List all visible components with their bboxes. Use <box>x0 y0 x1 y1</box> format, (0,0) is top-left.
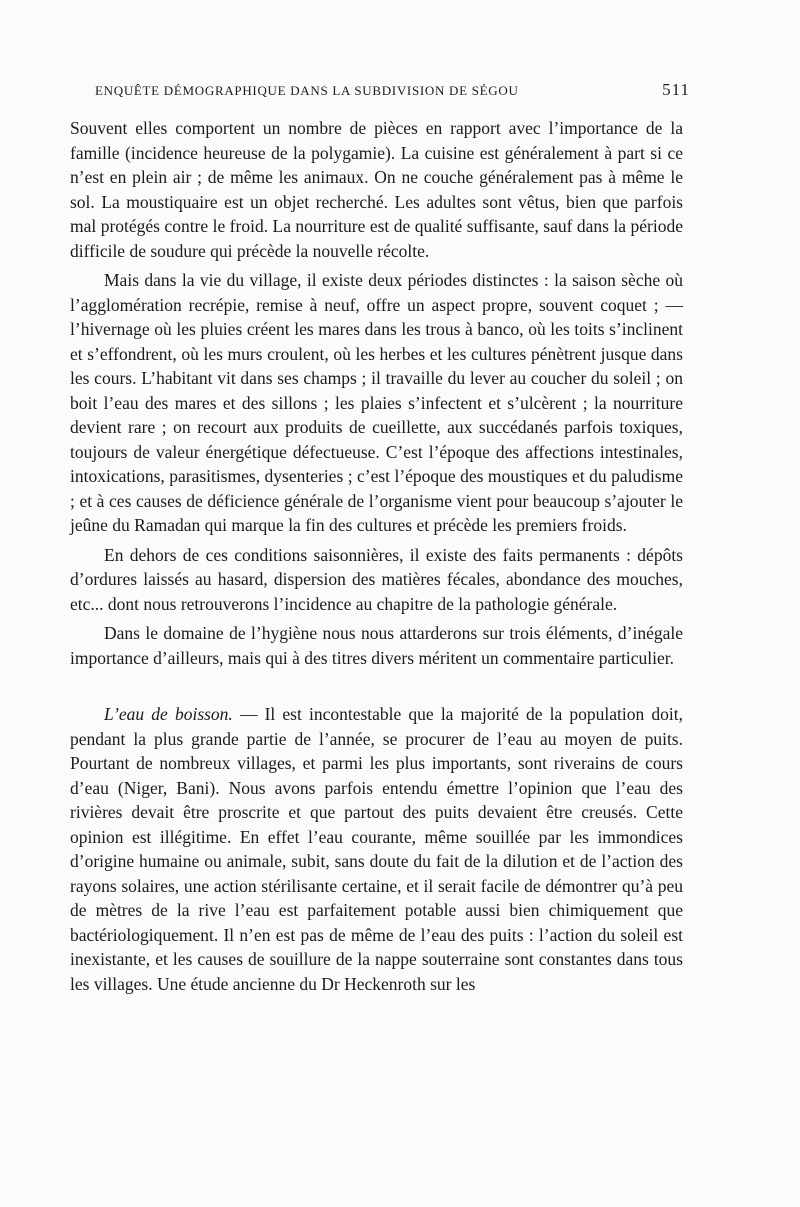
paragraph-permanent-facts: En dehors de ces conditions saisonnières, il existe des faits permanents : dépôts d’ordures laissés au hasard, dispersion des matières fécales, abondance des mouches, etc... dont nous retrouverons l’incidence au chapitre de la pathologie générale. <box>70 544 683 614</box>
page-number: 511 <box>662 80 690 99</box>
section-dash: — <box>232 704 265 724</box>
section-heading: L’eau de boisson. <box>104 704 233 724</box>
page-header <box>95 80 690 100</box>
section-spacer <box>70 675 683 702</box>
running-title: ENQUÊTE DÉMOGRAPHIQUE DANS LA SUBDIVISION DE SÉGOU <box>95 83 519 98</box>
paragraph-seasons: Mais dans la vie du village, il existe deux périodes distinctes : la saison sèche où l’agglomération recrépie, remise à neuf, offre un aspect propre, souvent coquet ; — l’hivernage où les pluies créent les mares dans les trous à banco, où les toits s’inclinent et s’effondrent, où les murs croulent, où les herbes et les cultures pénètrent jusque dans les cours. L’habitant vit dans ses champs ; il travaille du lever au coucher du soleil ; on boit l’eau des mares et des sillons ; les plaies s’infectent et s’ulcèrent ; la nourriture devient rare ; on recourt aux produits de cueillette, aux succédanés parfois toxiques, toujours de valeur énergétique défectueuse. C’est l’époque des affections intestinales, intoxications, parasitismes, dysenteries ; c’est l’époque des moustiques et du paludisme ; et à ces causes de déficience générale de l’organisme vient pour beaucoup s’ajouter le jeûne du Ramadan qui marque la fin des cultures et précède les premiers froids. <box>70 270 683 535</box>
paragraph-drinking-water <box>70 702 683 996</box>
body-text <box>70 116 683 1001</box>
section-text: Il est incontestable que la majorité de la population doit, pendant la plus grande partie de l’année, se procurer de l’eau au moyen de puits. Pourtant de nombreux villages, et parmi les plus importants, sont riverains de cours d’eau (Niger, Bani). Nous avons parfois entendu émettre l’opinion que l’eau des rivières devait être proscrite et que partout des puits devaient être creusés. Cette opinion est illégitime. En effet l’eau courante, même souillée par les immondices d’origine humaine ou animale, subit, sans doute du fait de la dilution et de l’action des rayons solaires, une action stérilisante certaine, et il serait facile de démontrer qu’à peu de mètres de la rive l’eau est parfaitement potable aussi bien chimiquement que bactériologiquement. Il n’en est pas de même de l’eau des puits : l’action du soleil est inexistante, et les causes de souillure de la nappe souterraine sont constantes dans tous les villages. Une étude ancienne du Dr Heckenroth sur les <box>70 704 683 994</box>
paragraph-hygiene-intro: Dans le domaine de l’hygiène nous nous attarderons sur trois éléments, d’inégale importance d’ailleurs, mais qui à des titres divers méritent un commentaire particulier. <box>70 623 683 668</box>
paragraph-housing: Souvent elles comportent un nombre de pièces en rapport avec l’importance de la famille (incidence heureuse de la polygamie). La cuisine est généralement à part si ce n’est en plein air ; de même les animaux. On ne couche généralement pas à même le sol. La moustiquaire est un objet recherché. Les adultes sont vêtus, bien que parfois mal protégés contre le froid. La nourriture est de qualité suffisante, sauf dans la période difficile de soudure qui précède la nouvelle récolte. <box>70 118 683 261</box>
